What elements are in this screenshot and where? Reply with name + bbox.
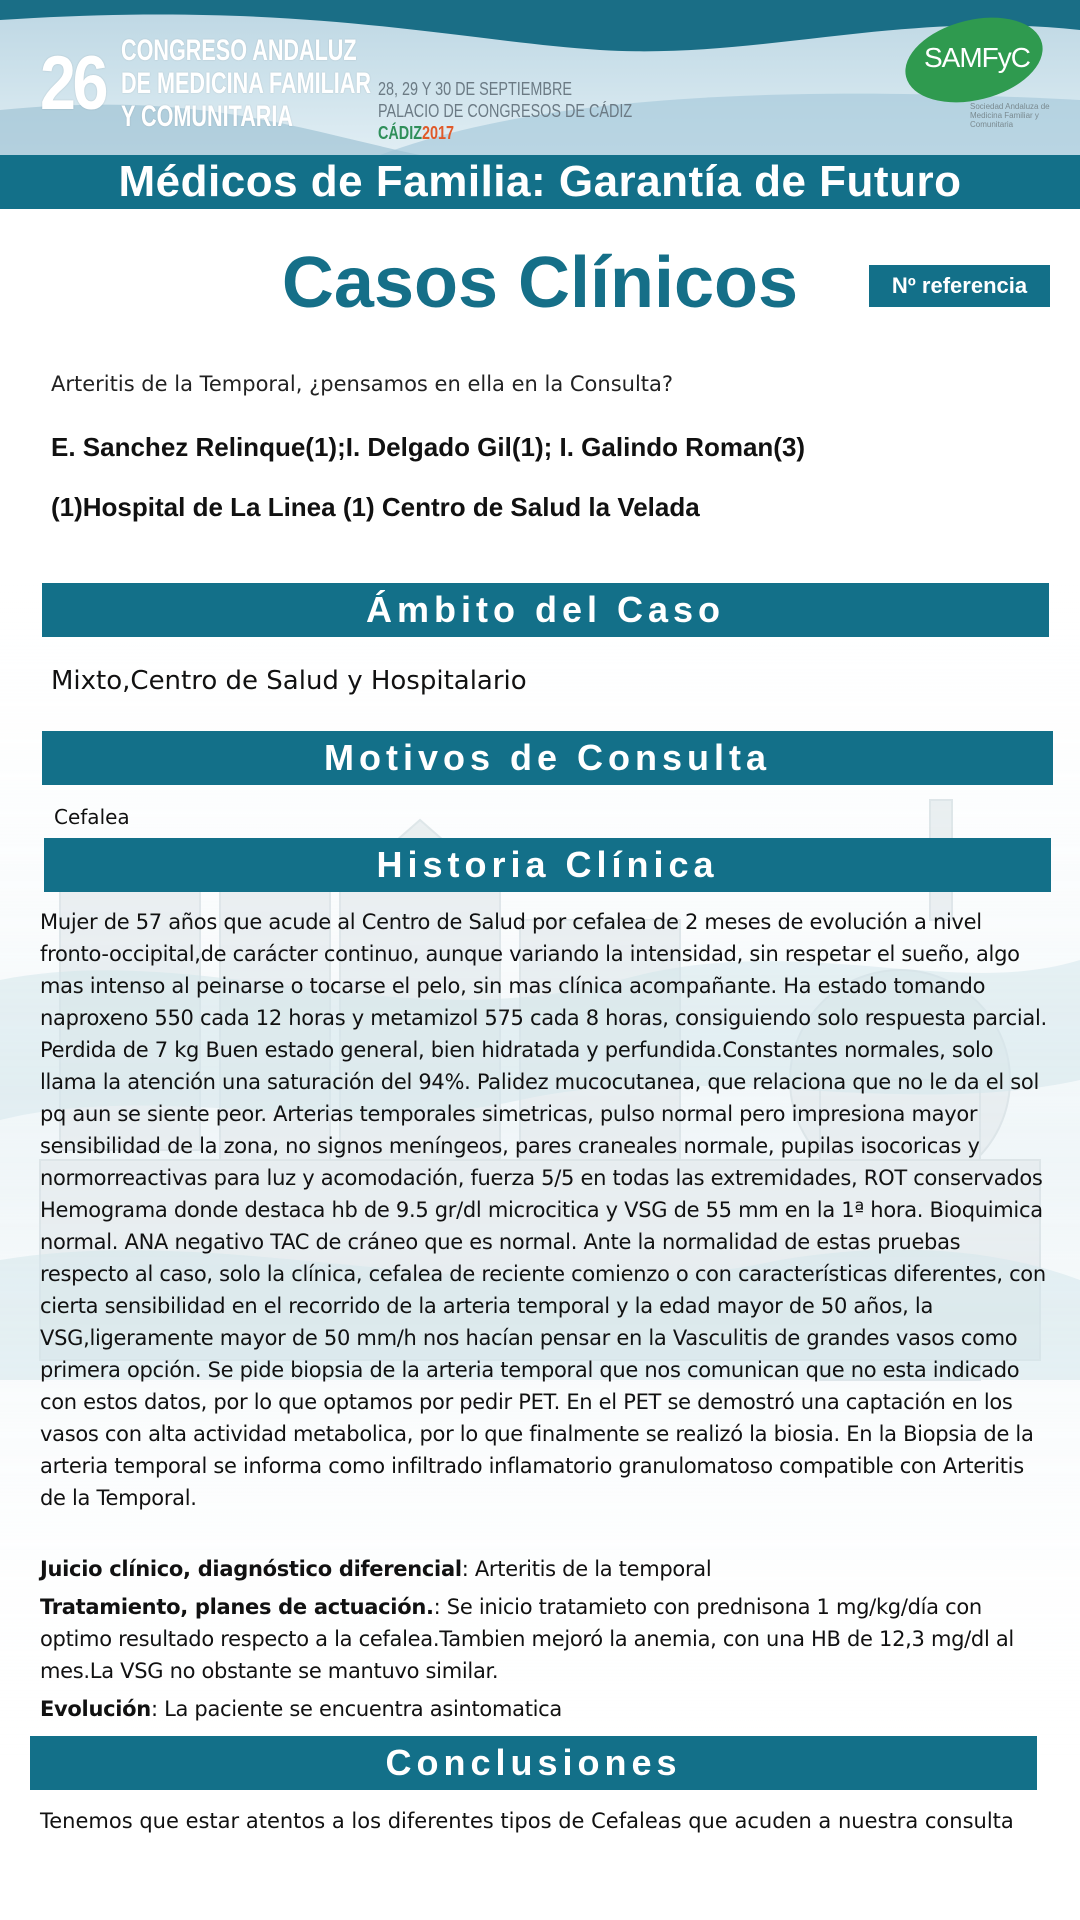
- tratamiento-text: : Se inicio tratamieto con prednisona 1 mg/kg/día con optimo resultado respecto a la cefalea.Tambien mejoró la anemia, con una HB de 12,3 mg/dl al mes.La VSG no obstante se mantuvo similar.: [40, 1595, 1014, 1683]
- tratamiento-label: Tratamiento, planes de actuación.: [40, 1595, 434, 1619]
- congress-line: Y COMUNITARIA: [120, 100, 293, 133]
- juicio-text: : Arteritis de la temporal: [461, 1557, 712, 1581]
- section-header-historia: Historia Clínica: [44, 838, 1051, 892]
- logo-subtitle: Sociedad Andaluza de Medicina Familiar y Comunitaria: [970, 102, 1050, 129]
- city-year: [378, 122, 632, 144]
- conclusiones-text: Tenemos que estar atentos a los diferentes tipos de Cefaleas que acuden a nuestra consulta: [40, 1809, 1014, 1833]
- juicio-label: Juicio clínico, diagnóstico diferencial: [40, 1557, 462, 1581]
- congress-line: DE MEDICINA FAMILIAR: [120, 67, 371, 100]
- edition-number: 26: [40, 40, 106, 126]
- dates-line: 28, 29 Y 30 DE SEPTIEMBRE: [378, 79, 572, 99]
- city-name: CÁDIZ: [378, 123, 422, 143]
- evolucion-label: Evolución: [40, 1697, 151, 1721]
- logo-text: SAMFyC: [924, 42, 1030, 73]
- samfyc-logo: [904, 18, 1050, 142]
- year: 2017: [422, 123, 455, 143]
- reference-badge: Nº referencia: [869, 265, 1050, 307]
- header-banner: [0, 0, 1080, 155]
- evolucion-paragraph: [40, 1693, 1050, 1725]
- tratamiento-paragraph: [40, 1591, 1050, 1687]
- section-header-conclusiones: Conclusiones: [30, 1736, 1037, 1790]
- juicio-paragraph: [40, 1553, 1050, 1585]
- section-header-motivos: Motivos de Consulta: [42, 731, 1053, 785]
- section-header-ambito: Ámbito del Caso: [42, 583, 1049, 637]
- slogan-bar: Médicos de Familia: Garantía de Futuro: [0, 155, 1080, 209]
- venue-line: PALACIO DE CONGRESOS DE CÁDIZ: [378, 101, 633, 121]
- historia-text: Mujer de 57 años que acude al Centro de Salud por cefalea de 2 meses de evolución a nivel fronto-occipital,de carácter continuo, aunque variando la intensidad, sin respetar el sueño, algo mas intenso al peinarse o tocarse el pelo, sin mas clínica acompañante. Ha estado tomando naproxeno 550 cada 12 horas y metamizol 575 cada 8 horas, consiguiendo solo respuesta parcial. Perdida de 7 kg Buen estado general, bien hidratada y perfundida.Constantes normales, solo llama la atención una saturación del 94%. Palidez mucocutanea, que relaciona que no le da el sol pq aun se siente peor. Arterias temporales simetricas, pulso normal pero impresiona mayor sensibilidad de la zona, no signos meníngeos, pares craneales normale, pupilas isocoricas y normorreactivas para luz y acomodación, fuerza 5/5 en todas las extremidades, ROT conservados Hemograma donde destaca hb de 9.5 gr/dl microcitica y VSG de 55 mm en la 1ª hora. Bioquimica normal. ANA negativo TAC de cráneo que es normal. Ante la normalidad de estas pruebas respecto al caso, solo la clínica, cefalea de reciente comienzo o con características diferentes, con cierta sensibilidad en el recorrido de la arteria temporal y la edad mayor de 50 años, la VSG,ligeramente mayor de 50 mm/h nos hacían pensar en la Vasculitis de grandes vasos como primera opción. Se pide biopsia de la arteria temporal que nos comunican que no esta indicado con estos datos, por lo que optamos por pedir PET. En el PET se demostró una captación en los vasos con alta actividad metabolica, por lo que finalmente se realizó la biosia. En la Biopsia de la arteria temporal se informa como infiltrado inflamatorio granulomatoso compatible con Arteritis de la Temporal.: [40, 910, 1047, 1510]
- motivos-text: Cefalea: [54, 805, 130, 829]
- case-title: Arteritis de la Temporal, ¿pensamos en ella en la Consulta?: [51, 372, 674, 396]
- evolucion-text: : La paciente se encuentra asintomatica: [150, 1697, 562, 1721]
- centers: (1)Hospital de La Linea (1) Centro de Salud la Velada: [51, 492, 700, 522]
- page-title: Casos Clínicos: [281, 243, 799, 323]
- ambito-text: Mixto,Centro de Salud y Hospitalario: [51, 666, 527, 696]
- congress-line: CONGRESO ANDALUZ: [120, 34, 357, 67]
- congress-dates: [378, 78, 632, 144]
- authors: E. Sanchez Relinque(1);I. Delgado Gil(1); I. Galindo Roman(3): [51, 432, 806, 462]
